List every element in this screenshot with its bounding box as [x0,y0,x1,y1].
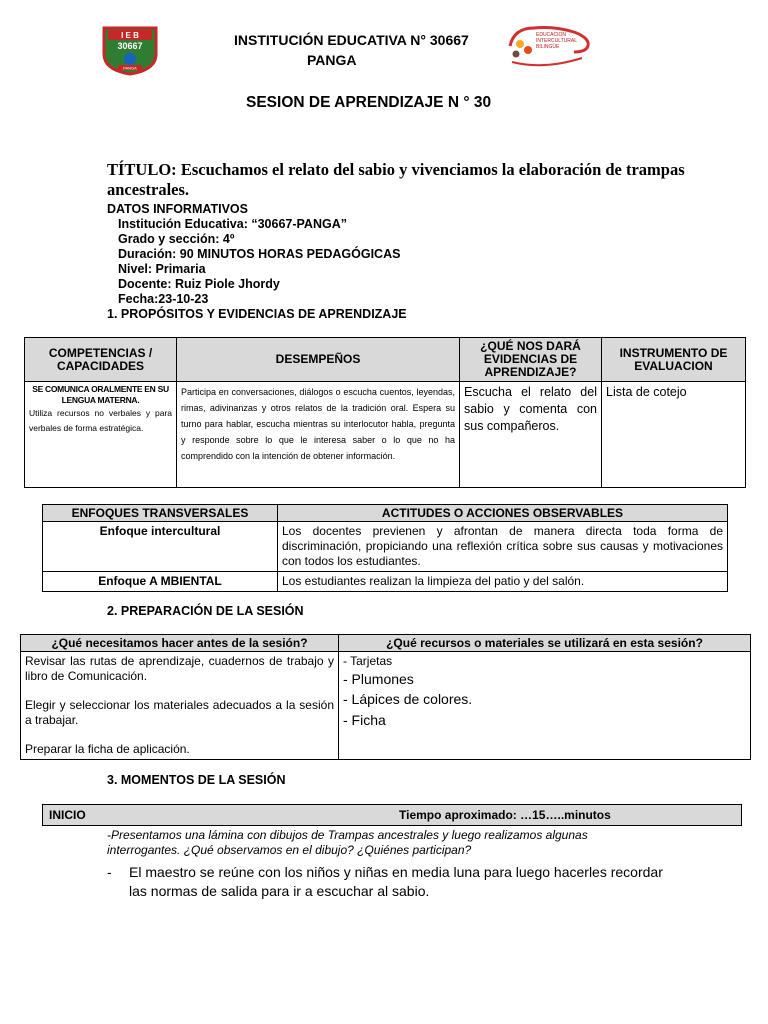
recursos-cell [339,652,751,760]
datos-docente: Docente: Ruiz Piole Jhordy [118,277,280,291]
institution-place: PANGA [307,52,357,68]
inicio-paragraph: -Presentamos una lámina con dibujos de Trampas ancestrales y luego realizamos algunas interrogantes. ¿Qué observamos en el dibujo? ¿Quiénes participan? [107,828,588,857]
eib-logo: EDUCACIÓN INTERCULTURAL BILINGÜE [504,22,592,70]
evidencia-cell: Escucha el relato del sabio y comenta con sus compañeros. [460,382,602,488]
title-text: Escuchamos el relato del sabio y vivenciamos la elaboración de trampas ancestrales. [107,160,685,199]
lesson-title [107,160,707,200]
school-shield-logo [100,24,160,76]
enfoque-intercultural: Enfoque intercultural [43,522,278,572]
svg-text:PANGA: PANGA [123,65,137,71]
svg-text:30667: 30667 [117,41,143,51]
datos-fecha: Fecha:23-10-23 [118,292,209,306]
header-antes: ¿Qué necesitamos hacer antes de la sesión? [21,635,339,652]
inicio-bullet: El maestro se reúne con los niños y niñas en media luna para luego hacerles recordar las normas de salida para ir a escuchar al sabio. [129,864,663,899]
recurso-item: - Ficha [343,712,386,728]
section1-heading: 1. PROPÓSITOS Y EVIDENCIAS DE APRENDIZAJE [107,307,407,321]
antes-item: Elegir y seleccionar los materiales adecuados a la sesión a trabajar. [25,698,334,727]
datos-heading: DATOS INFORMATIVOS [107,202,248,216]
competencia-title: SE COMUNICA ORALMENTE EN SU LENGUA MATERNA. [32,384,169,405]
datos-duracion: Duración: 90 MINUTOS HORAS PEDAGÓGICAS [118,247,401,261]
section3-heading: 3. MOMENTOS DE LA SESIÓN [107,773,286,787]
inicio-label: INICIO [49,808,86,822]
header-competencias: COMPETENCIAS / CAPACIDADES [25,338,177,382]
competencia-cell [25,382,177,488]
section2-heading: 2. PREPARACIÓN DE LA SESIÓN [107,604,304,618]
datos-institucion: Institución Educativa: “30667-PANGA” [118,217,347,231]
enfoques-table [42,504,728,592]
accion-intercultural: Los docentes previenen y afrontan de manera directa toda forma de discriminación, propiciando una reflexión crítica sobre sus causas y motivaciones con todos los estudiantes. [278,522,728,572]
datos-grado: Grado y sección: 4º [118,232,235,246]
instrumento-cell: Lista de cotejo [602,382,746,488]
antes-item: Revisar las rutas de aprendizaje, cuadernos de trabajo y libro de Comunicación. [25,654,334,683]
inicio-tiempo: Tiempo aproximado: …15…..minutos [399,808,611,822]
bullet-dash: - [107,864,112,880]
desempeno-cell: Participa en conversaciones, diálogos o escucha cuentos, leyendas, rimas, adivinanzas y otros relatos de la tradición oral. Espera su turno para hablar, escucha mientras su interlocutor habla, pregunta y responde sobre lo que le interesa saber o lo que no ha comprendido con la intención de obtener información. [177,382,460,488]
title-label: TÍTULO: [107,160,177,179]
competencia-text: Utiliza recursos no verbales y para verbales de forma estratégica. [29,408,172,433]
header-recursos: ¿Qué recursos o materiales se utilizará en esta sesión? [339,635,751,652]
header-evidencias: ¿QUÉ NOS DARÁ EVIDENCIAS DE APRENDIZAJE? [460,338,602,382]
datos-nivel: Nivel: Primaria [118,262,206,276]
recurso-item: - Lápices de colores. [343,691,473,707]
header-actitudes: ACTITUDES O ACCIONES OBSERVABLES [278,505,728,522]
svg-text:I E B: I E B [121,31,139,40]
header-desempenos: DESEMPEÑOS [177,338,460,382]
recurso-item: - Plumones [343,671,414,687]
inicio-bar [42,804,742,826]
institution-name: INSTITUCIÓN EDUCATIVA N° 30667 [234,32,469,48]
preparation-table [20,634,751,760]
antes-cell [21,652,339,760]
recurso-item: - Tarjetas [343,654,393,668]
enfoque-ambiental: Enfoque A MBIENTAL [43,572,278,592]
header-enfoques: ENFOQUES TRANSVERSALES [43,505,278,522]
antes-item: Preparar la ficha de aplicación. [25,742,190,756]
session-title: SESION DE APRENDIZAJE N ° 30 [246,94,492,111]
accion-ambiental: Los estudiantes realizan la limpieza del patio y del salón. [278,572,728,592]
purposes-table [24,337,746,488]
header-instrumento: INSTRUMENTO DE EVALUACION [602,338,746,382]
